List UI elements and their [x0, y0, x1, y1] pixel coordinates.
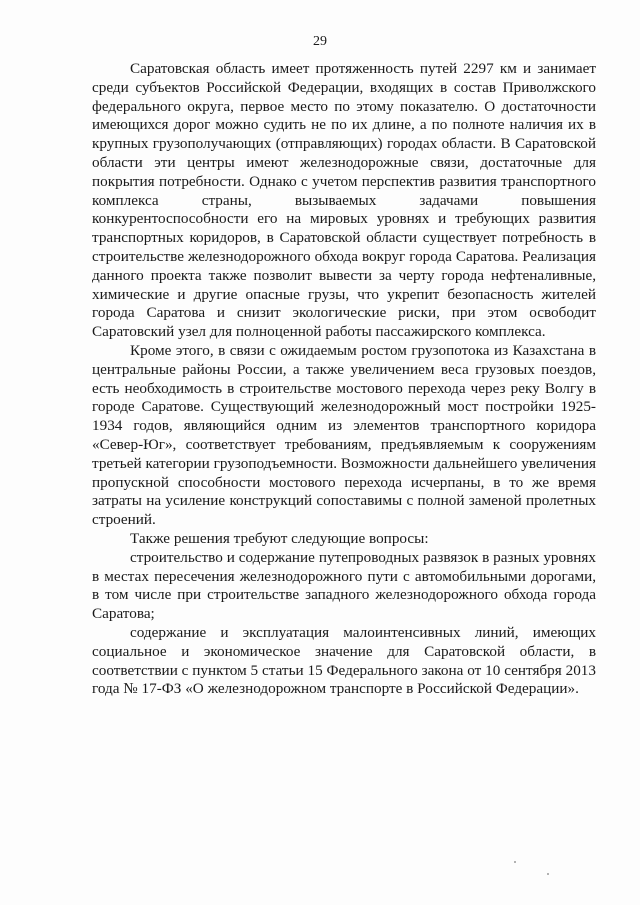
paragraph-rail-network: Саратовская область имеет протяженность путей 2297 км и занимает среди субъектов Российской Федерации, входящих в состав Приволжского федерального округа, первое место по этому показателю. О достаточности имеющихся дорог можно судить не по их длине, а по полноте наличия их в крупных грузополучающих (отправляющих) городах области. В Саратовской области эти центры имеют железнодорожные связи, достаточные для покрытия потребности. Однако с учетом перспектив развития транспортного комплекса страны, вызываемых задачами повышения конкурентоспособности его на мировых уровнях и требующих развития транспортных коридоров, в Саратовской области существует потребность в строительстве железнодорожного обхода вокруг города Саратова. Реализация данного проекта также позволит вывести за черту города нефтеналивные, химические и другие опасные грузы, что укрепит безопасность жителей города Саратова и снизит экологические риски, при этом освободит Саратовский узел для полноценной работы пассажирского комплекса. [92, 60, 596, 341]
paragraph-issues-intro: Также решения требуют следующие вопросы: [130, 529, 429, 547]
list-item-low-intensity-lines: содержание и эксплуатация малоинтенсивных линий, имеющих социальное и экономическое значение для Саратовской области, в соответствии с пунктом 5 статьи 15 Федерального закона от 10 сентября 2013 года № 17-ФЗ «О железнодорожном транспорте в Российской Федерации». [92, 623, 596, 698]
paragraph-volga-bridge: Кроме этого, в связи с ожидаемым ростом грузопотока из Казахстана в центральные районы России, а также увеличением веса грузовых поездов, есть необходимость в строительстве мостового перехода через реку Волгу в городе Саратове. Существующий железнодорожный мост постройки 1925-1934 годов, являющийся одним из элементов транспортного коридора «Север-Юг», соответствует требованиям, предъявляемым к сооружениям третьей категории грузоподъемности. Возможности дальнейшего увеличения пропускной способности мостового перехода исчерпаны, в то же время затраты на усиление конструкций сопоставимы с полной заменой пролетных строений. [92, 341, 596, 529]
list-item-overpasses: строительство и содержание путепроводных развязок в разных уровнях в местах пересечения железнодорожного пути с автомобильными дорогами, в том числе при строительстве западного железнодорожного обхода города Саратова; [92, 548, 596, 623]
body-text [92, 60, 596, 699]
scan-speck [514, 861, 516, 863]
page-number: 29 [313, 34, 327, 49]
scan-speck [547, 873, 549, 875]
